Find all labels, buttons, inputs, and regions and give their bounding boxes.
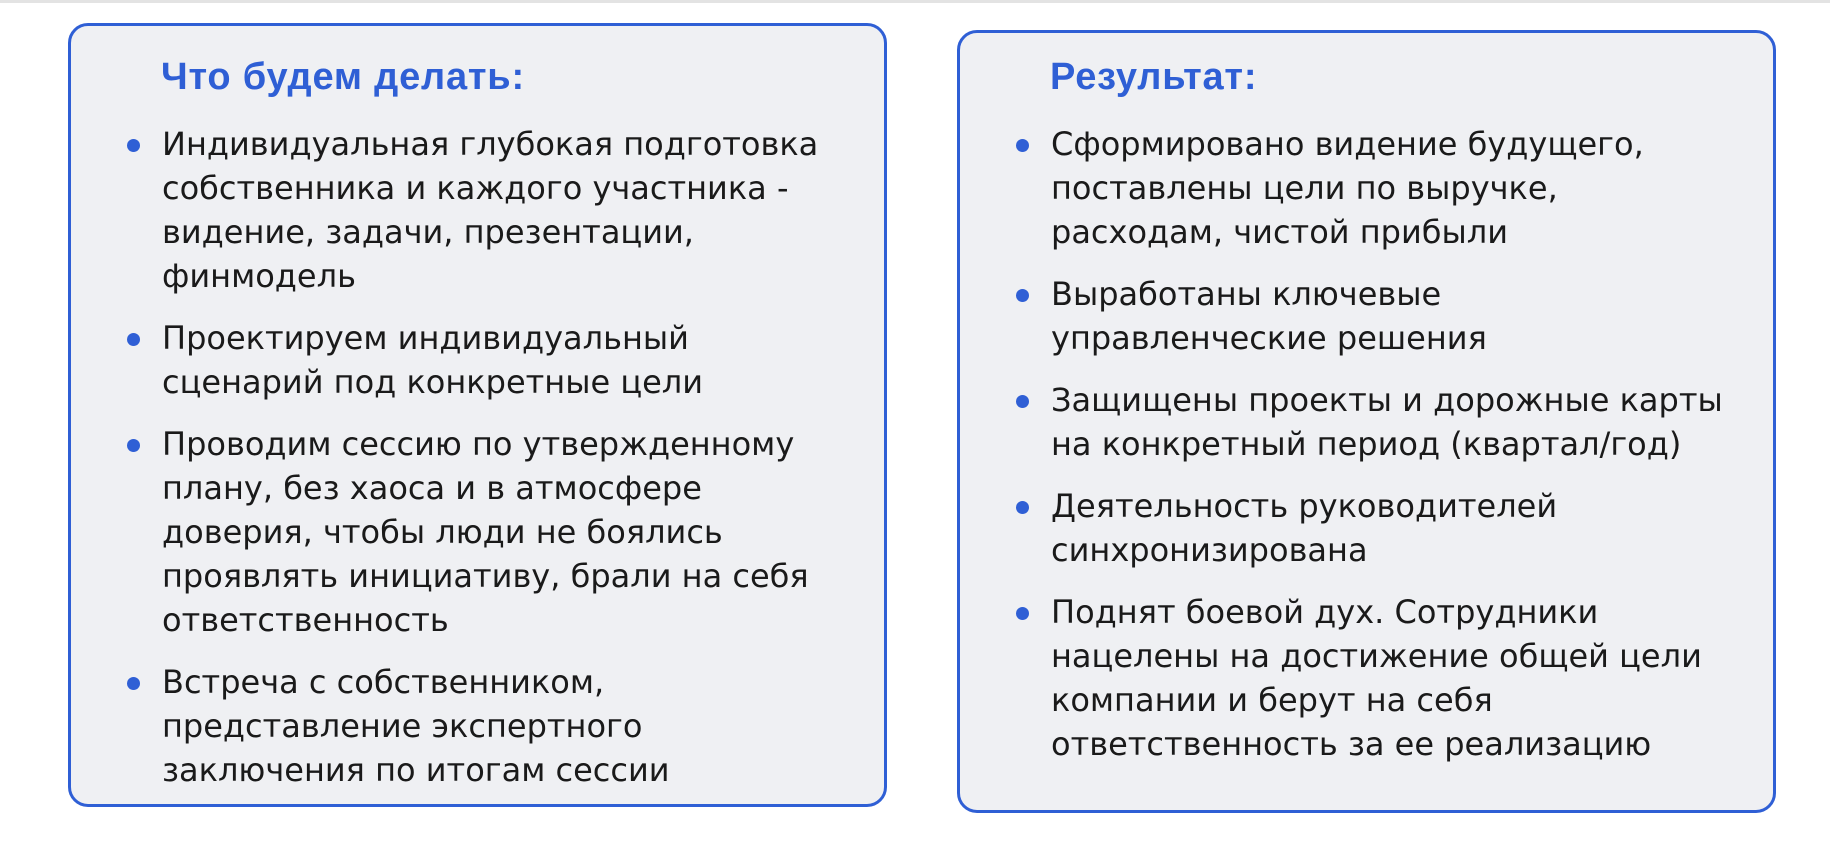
plan-item-line: Встреча с собственником, [162,663,605,701]
plan-card [68,23,887,807]
result-item-line: нацелены на достижение общей цели [1051,637,1702,675]
result-item-line: Сформировано видение будущего, [1051,125,1644,163]
result-item-line: расходам, чистой прибыли [1051,213,1509,251]
bullet-dot-icon [1016,139,1029,152]
result-list-item [960,484,1723,572]
plan-item-line: Проектируем индивидуальный [162,319,689,357]
plan-card-title: Что будем делать: [161,56,525,98]
bullet-dot-icon [1016,289,1029,302]
bullet-dot-icon [1016,501,1029,514]
bullet-dot-icon [127,333,140,346]
plan-item-line: видение, задачи, презентации, [162,213,694,251]
result-list-item [960,272,1723,360]
result-item-line: управленческие решения [1051,319,1487,357]
plan-list-item [71,122,818,298]
plan-item-line: плану, без хаоса и в атмосфере [162,469,702,507]
plan-item-line: проявлять инициативу, брали на себя [162,557,809,595]
plan-item-line: собственника и каждого участника - [162,169,789,207]
bullet-dot-icon [1016,395,1029,408]
plan-list-item [71,422,818,642]
plan-item-line: доверия, чтобы люди не боялись [162,513,723,551]
bullet-dot-icon [1016,607,1029,620]
result-item-line: компании и берут на себя [1051,681,1493,719]
plan-item-line: Проводим сессию по утвержденному [162,425,795,463]
bullet-dot-icon [127,439,140,452]
plan-item-line: финмодель [162,257,356,295]
result-list-item [960,122,1723,254]
plan-item-line: Индивидуальная глубокая подготовка [162,125,819,163]
result-list [960,122,1723,784]
plan-item-line: заключения по итогам сессии [162,751,670,789]
plan-list-item [71,660,818,792]
result-item-line: Выработаны ключевые [1051,275,1442,313]
plan-item-line: сценарий под конкретные цели [162,363,704,401]
plan-list-item [71,316,818,404]
result-item-line: Деятельность руководителей [1051,487,1558,525]
result-card [957,30,1776,813]
bullet-dot-icon [127,139,140,152]
plan-item-line: ответственность [162,601,449,639]
result-item-line: поставлены цели по выручке, [1051,169,1558,207]
result-list-item [960,590,1723,766]
plan-list [71,122,818,810]
result-card-title: Результат: [1050,56,1258,98]
result-item-line: ответственность за ее реализацию [1051,725,1652,763]
result-item-line: синхронизирована [1051,531,1368,569]
result-item-line: на конкретный период (квартал/год) [1051,425,1682,463]
result-item-line: Поднят боевой дух. Сотрудники [1051,593,1599,631]
top-divider [0,0,1830,3]
plan-item-line: представление экспертного [162,707,643,745]
result-list-item [960,378,1723,466]
result-item-line: Защищены проекты и дорожные карты [1051,381,1723,419]
bullet-dot-icon [127,677,140,690]
